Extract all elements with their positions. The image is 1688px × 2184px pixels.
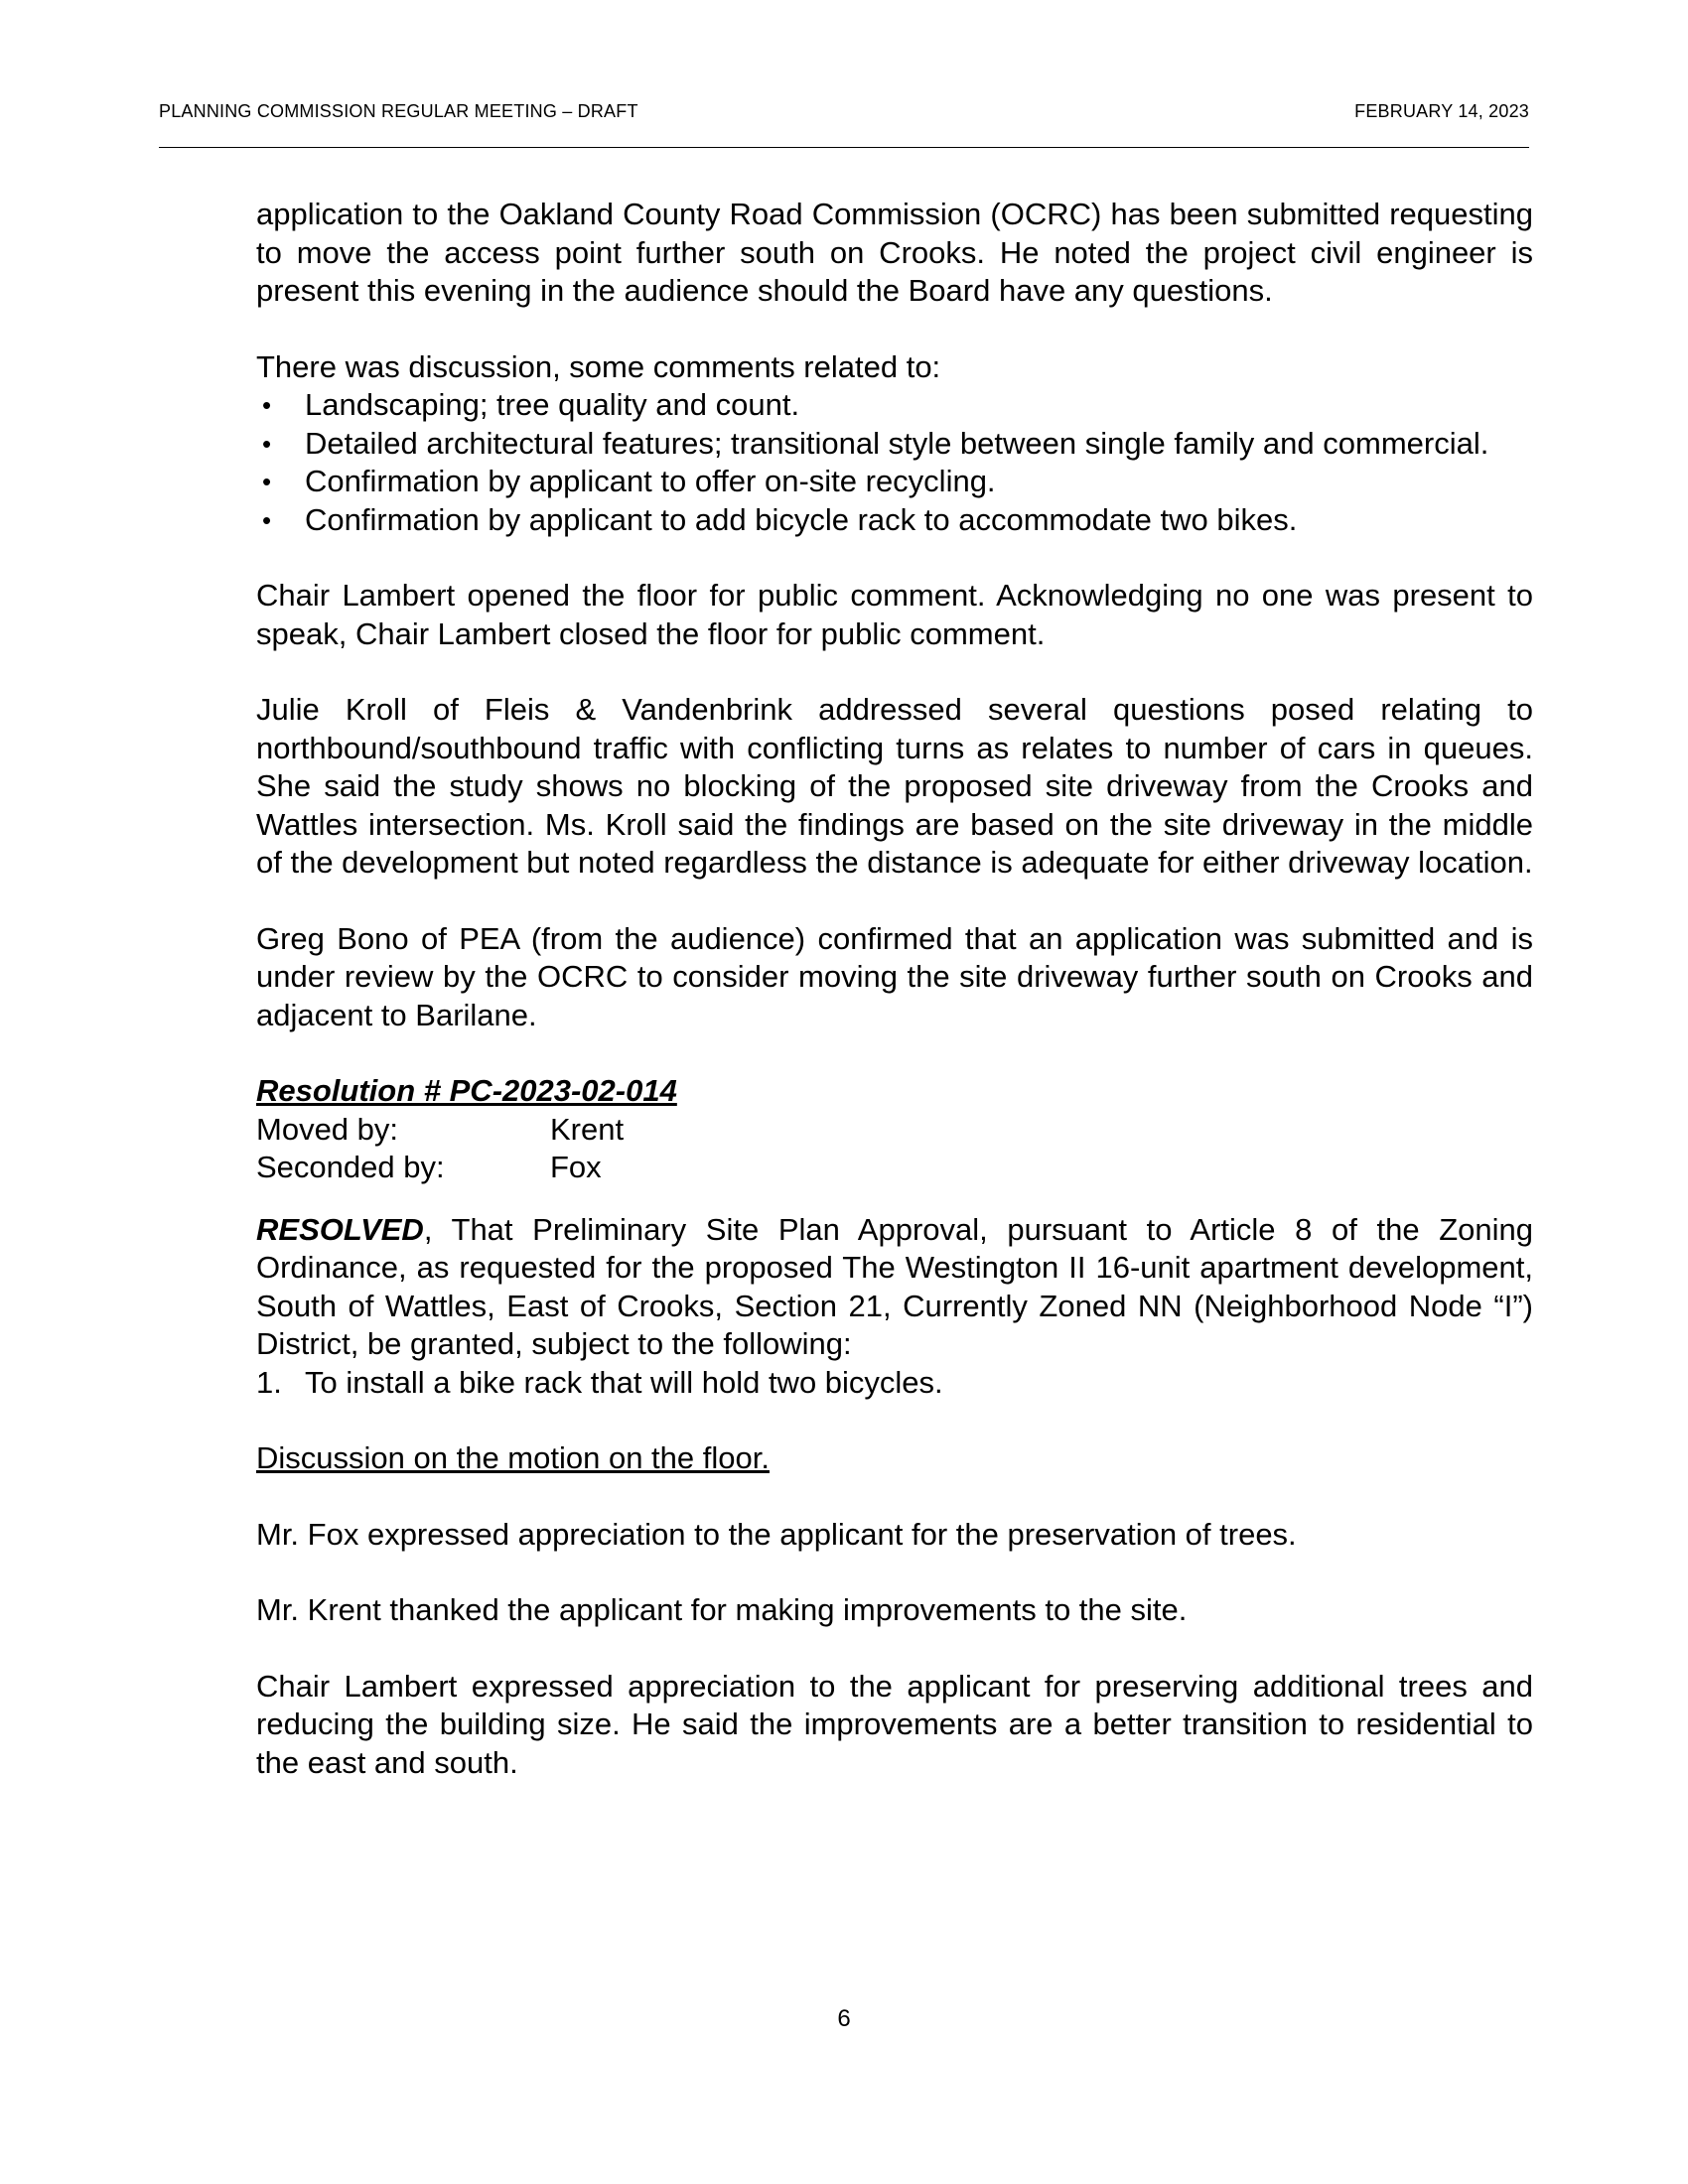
- bullet-icon: •: [262, 504, 272, 535]
- header-rule: [159, 147, 1529, 148]
- resolved-text: , That Preliminary Site Plan Approval, pursuant to Article 8 of the Zoning Ordinance, as requested for the proposed The Westington II 16-unit apartment development, South of Wattles, East of Crooks, Section 21, Currently Zoned NN (Neighborhood Node “I”) District, be granted, subject to the following:: [256, 1211, 1533, 1361]
- seconded-by-row: [256, 1149, 1533, 1187]
- paragraph-fox-comment: Mr. Fox expressed appreciation to the applicant for the preservation of trees.: [256, 1516, 1297, 1552]
- resolution-title: Resolution # PC-2023-02-014: [256, 1073, 677, 1108]
- discussion-heading: Discussion on the motion on the floor.: [256, 1440, 770, 1475]
- paragraph-lambert-comment: Chair Lambert expressed appreciation to the applicant for preserving additional trees and reducing the building size. He said the improvements are a better transition to residential to the east and south.: [256, 1668, 1533, 1780]
- moved-by-row: [256, 1111, 1533, 1150]
- list-item: • Landscaping; tree quality and count.: [256, 386, 1533, 425]
- header-date: FEBRUARY 14, 2023: [1354, 101, 1529, 121]
- page-header: [159, 101, 1529, 122]
- seconded-by-label: Seconded by:: [256, 1150, 445, 1184]
- header-title: PLANNING COMMISSION REGULAR MEETING – DRAFT: [159, 101, 638, 121]
- bullet-icon: •: [262, 390, 272, 420]
- paragraph-krent-comment: Mr. Krent thanked the applicant for making improvements to the site.: [256, 1592, 1188, 1627]
- list-item: • Confirmation by applicant to add bicycle rack to accommodate two bikes.: [256, 501, 1533, 540]
- paragraph-traffic-study: Julie Kroll of Fleis & Vandenbrink addressed several questions posed relating to northbound/southbound traffic with conflicting turns as relates to number of cars in queues. She said the study shows no blocking of the proposed site driveway from the Crooks and Wattles intersection. Ms. Kroll said the findings are based on the site driveway in the middle of the development but noted regardless the distance is adequate for either driveway location.: [256, 692, 1533, 880]
- list-item: • Confirmation by applicant to offer on-site recycling.: [256, 463, 1533, 501]
- page-number: 6: [837, 2005, 851, 2032]
- paragraph-public-comment: Chair Lambert opened the floor for public comment. Acknowledging no one was present to speak, Chair Lambert closed the floor for public comment.: [256, 578, 1533, 651]
- resolved-paragraph: [256, 1211, 1533, 1364]
- resolved-keyword: RESOLVED: [256, 1211, 424, 1247]
- discussion-bullet-list: [256, 386, 1533, 539]
- document-body: [256, 196, 1533, 1782]
- moved-by-value: Krent: [550, 1111, 625, 1147]
- bullet-icon: •: [262, 428, 272, 459]
- list-item: • Detailed architectural features; transitional style between single family and commercial.: [256, 425, 1533, 464]
- paragraph-discussion-intro: There was discussion, some comments related to:: [256, 348, 941, 384]
- paragraph-ocrc-application: application to the Oakland County Road Commission (OCRC) has been submitted requesting to move the access point further south on Crooks. He noted the project civil engineer is present this evening in the audience should the Board have any questions.: [256, 197, 1533, 308]
- seconded-by-value: Fox: [550, 1150, 602, 1184]
- moved-by-label: Moved by:: [256, 1111, 399, 1147]
- conditions-list: [256, 1364, 1533, 1403]
- paragraph-driveway-application: Greg Bono of PEA (from the audience) confirmed that an application was submitted and is under review by the OCRC to consider moving the site driveway further south on Crooks and adjacent to Barilane.: [256, 920, 1533, 1032]
- bullet-icon: •: [262, 467, 272, 496]
- list-item: 1. To install a bike rack that will hold two bicycles.: [256, 1364, 943, 1400]
